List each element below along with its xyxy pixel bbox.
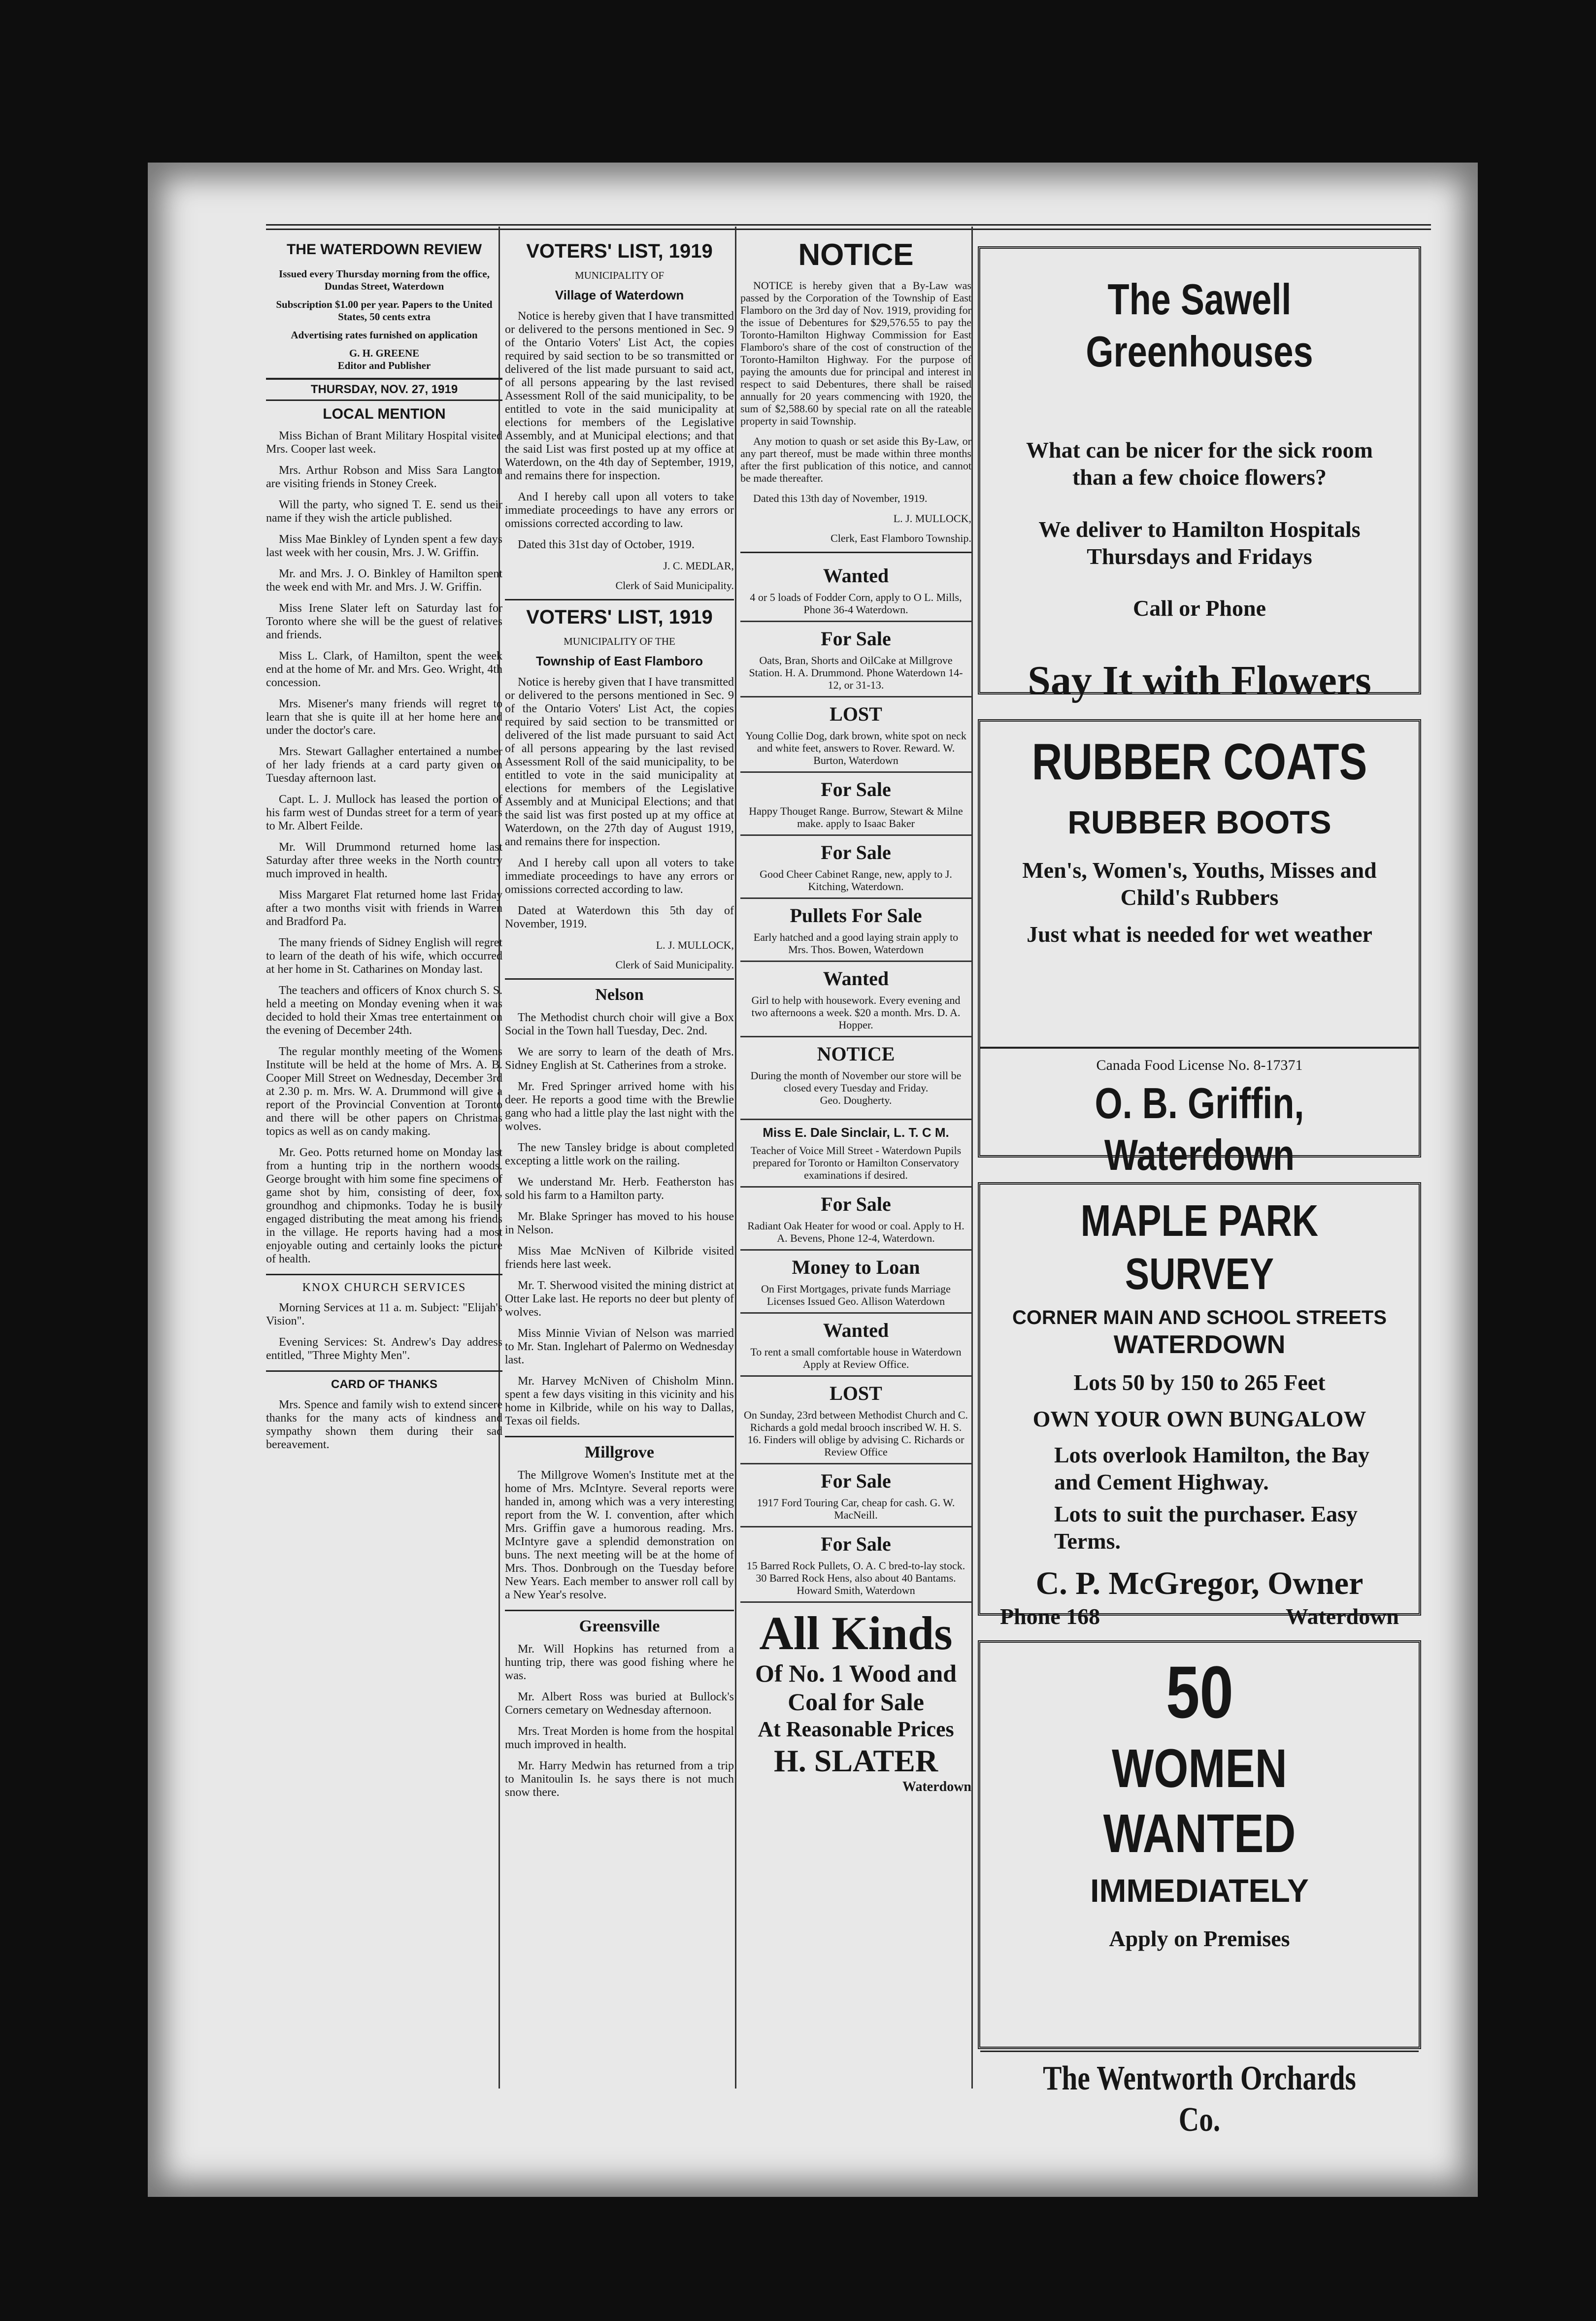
notice-signer-role: Clerk, East Flamboro Township.: [831, 532, 971, 544]
news-item: Miss Minnie Vivian of Nelson was married to Mr. Stan. Inglehart of Palermo on Wednesday last.: [505, 1327, 734, 1366]
ad-signature: Geo. Dougherty.: [820, 1094, 892, 1106]
news-item: The Millgrove Women's Institute met at the home of Mrs. McIntyre. Several reports were handed in, among which was a very interesting report from the W. I. convention, after which Mrs. Griffin gave a humorous reading. Mrs. McIntyre gave a splendid demonstration on buns. The next meeting will be at the home of Mrs. Thos. Donbrough on the Tuesday before New Years. Each member to answer roll call by a New Year's resolve.: [505, 1469, 734, 1601]
ad-text: Early hatched and a good laying strain apply to Mrs. Thos. Bowen, Waterdown: [753, 931, 959, 956]
ad-text: Good Cheer Cabinet Range, new, apply to J. Kitching, Waterdown.: [760, 868, 952, 893]
maple-line: Lots to suit the purchaser. Easy: [1054, 1501, 1358, 1527]
news-item: Mrs. Arthur Robson and Miss Sara Langton are visiting friends in Stoney Creek.: [266, 464, 502, 490]
slater-ad: [740, 1603, 971, 1795]
news-item: The many friends of Sidney English will regret to learn of the death of his wife, which occurred at her home in St. Catharines on Monday last.: [266, 936, 502, 976]
voters-sub: MUNICIPALITY OF THE: [564, 635, 675, 647]
masthead-subscription: Subscription $1.00 per year. Papers to the United States, 50 cents extra: [276, 298, 493, 323]
masthead-advertising: Advertising rates furnished on application: [291, 329, 478, 341]
ad-text: 1917 Ford Touring Car, cheap for cash. G. W. MacNeill.: [757, 1496, 955, 1521]
classified-ad: [740, 1188, 971, 1251]
slater-line: Coal for Sale: [788, 1688, 924, 1716]
maple-line: Lots 50 by 150 to 265 Feet: [1073, 1370, 1326, 1395]
ad-text: Girl to help with housework. Every evening and two afternoons a week. $20 a month. Mrs. D. A. Hopper.: [751, 994, 961, 1031]
notice-signer: L. J. MULLOCK,: [893, 512, 971, 525]
ad-heading: For Sale: [821, 778, 891, 800]
news-item: We are sorry to learn of the death of Mrs. Sidney English at St. Catherines from a stroke.: [505, 1046, 734, 1072]
ad-heading: Pullets For Sale: [790, 904, 922, 927]
women-title: WOMEN WANTED: [1103, 1738, 1296, 1864]
classified-ad: [740, 1527, 971, 1603]
ad-text: On First Mortgages, private funds Marriage Licenses Issued Geo. Allison Waterdown: [761, 1283, 951, 1307]
ad-text: 15 Barred Rock Pullets, O. A. C bred-to-lay stock. 30 Barred Rock Hens, also about 40 Bantams. Howard Smith, Waterdown: [746, 1559, 965, 1596]
ad-text: Oats, Bran, Shorts and OilCake at Millgrove Station. H. A. Drummond. Phone Waterdown 14-12, or 31-13.: [749, 654, 963, 691]
women-company: The Wentworth Orchards Co.: [1043, 2059, 1356, 2139]
divider: [740, 552, 971, 553]
ad-text: To rent a small comfortable house in Waterdown Apply at Review Office.: [750, 1346, 962, 1370]
rubber-coats-ad: [978, 719, 1421, 1180]
voters-text: And I hereby call upon all voters to take immediate proceedings to have any errors or omissions corrected according to law.: [505, 491, 734, 530]
greensville-heading: Greensville: [579, 1617, 660, 1635]
slater-line: Of No. 1 Wood and: [755, 1659, 957, 1687]
notice-text: NOTICE is hereby given that a By-Law was passed by the Corporation of the Township of East Flamboro on the 3rd day of Nov. 1919, providing for the issue of Debentures for $29,576.55 to pay the Toronto-Hamilton Highway Commission for East Flamboro's share of the cost of construction of the Toronto-Hamilton Highway. For the purpose of paying the amounts due for principal and interest in respect to said Debentures, there shall be raised annually for 20 years commencing with 1920, the sum of $2,588.60 by special rate on all the rateable property in said Township.: [740, 279, 971, 427]
divider: [266, 1274, 502, 1275]
rubber-line: Men's, Women's, Youths, Misses and: [1022, 857, 1377, 883]
thanks-text: Mrs. Spence and family wish to extend sincere thanks for the many acts of kindness and sympathy shown them during their sad bereavement.: [266, 1398, 502, 1451]
ad-heading: Wanted: [823, 1319, 889, 1341]
news-item: Mr. Will Hopkins has returned from a hunting trip, there was good fishing where he was.: [505, 1643, 734, 1682]
classified-ad: [740, 622, 971, 697]
food-license: Canada Food License No. 8-17371: [1096, 1057, 1303, 1073]
knox-text: Morning Services at 11 a. m. Subject: "Elijah's Vision".: [266, 1301, 502, 1327]
news-item: The teachers and officers of Knox church S. S. held a meeting on Monday evening when it was decided to hold their Xmas tree entertainment on the evening of December 24th.: [266, 984, 502, 1037]
local-mention-heading: LOCAL MENTION: [323, 406, 446, 422]
ad-heading: For Sale: [821, 1533, 891, 1555]
classified-ad: [740, 1037, 971, 1120]
women-wanted-ad: [978, 1640, 1421, 2139]
news-item: Miss Margaret Flat returned home last Friday after a two months visit with friends in Warren and Bradford Pa.: [266, 889, 502, 928]
news-item: Miss L. Clark, of Hamilton, spent the week end at the home of Mr. and Mrs. Geo. Wright, 4th concession.: [266, 650, 502, 689]
ad-text: On Sunday, 23rd between Methodist Church and C. Richards a gold medal brooch inscribed W. H. S. 16. Finders will oblige by advising C. Richards or Review Office: [743, 1409, 968, 1458]
classified-ad: [740, 1377, 971, 1464]
masthead-issued: Issued every Thursday morning from the office, Dundas Street, Waterdown: [279, 268, 490, 292]
news-item: Miss Bichan of Brant Military Hospital visited Mrs. Cooper last week.: [266, 430, 502, 456]
notice-heading: NOTICE: [798, 238, 914, 272]
news-item: Mr. Fred Springer arrived home with his deer. He reports a good time with the Brewlie gang who had a little play the last night with the wolves.: [505, 1080, 734, 1133]
classified-ad: [740, 899, 971, 962]
maple-town: Waterdown: [1286, 1603, 1399, 1629]
women-line: Apply on Premises: [1109, 1926, 1290, 1952]
maple-contact: [980, 1603, 1419, 1630]
classified-ad: [740, 1120, 971, 1188]
masthead-editor-role: Editor and Publisher: [337, 360, 431, 371]
classified-ad: [740, 1464, 971, 1527]
maple-line: Lots overlook Hamilton, the Bay: [1054, 1442, 1370, 1467]
column-classifieds: [736, 227, 975, 1795]
ad-heading: For Sale: [821, 1470, 891, 1492]
millgrove-heading: Millgrove: [585, 1443, 654, 1461]
news-item: The new Tansley bridge is about completed excepting a little work on the railing.: [505, 1141, 734, 1167]
news-item: Mr. T. Sherwood visited the mining district at Otter Lake last. He reports no deer but plenty of wolves.: [505, 1279, 734, 1319]
rubber-title: RUBBER COATS: [1031, 733, 1367, 791]
voters-place: Village of Waterdown: [555, 288, 684, 302]
classified-ad: [740, 836, 971, 899]
ad-heading: For Sale: [821, 1193, 891, 1215]
slater-line: At Reasonable Prices: [758, 1717, 954, 1741]
ad-text: Happy Thouget Range. Burrow, Stewart & Milne make. apply to Isaac Baker: [749, 805, 963, 829]
news-item: Mr. Albert Ross was buried at Bullock's Corners cemetary on Wednesday afternoon.: [505, 1691, 734, 1717]
voters-dated: Dated this 31st day of October, 1919.: [518, 538, 695, 551]
sawell-line: Call or Phone: [1132, 595, 1266, 621]
maple-park-ad: [978, 1182, 1421, 1629]
ad-heading: Wanted: [823, 564, 889, 587]
divider: [505, 978, 734, 980]
news-item: Mr. Blake Springer has moved to his house in Nelson.: [505, 1210, 734, 1236]
classified-ad: [740, 559, 971, 622]
rubber-line: Child's Rubbers: [1120, 885, 1279, 910]
classified-ad: [740, 962, 971, 1037]
news-item: Mrs. Misener's many friends will regret to learn that she is quite ill at her home here and under the doctor's care.: [266, 697, 502, 737]
women-sub: IMMEDIATELY: [1090, 1872, 1309, 1909]
voters-sub: MUNICIPALITY OF: [574, 269, 665, 281]
maple-title: MAPLE PARK SURVEY: [1080, 1196, 1319, 1299]
news-item: Mr. and Mrs. J. O. Binkley of Hamilton spent the week end with Mr. and Mrs. J. W. Griffin.: [266, 567, 502, 594]
news-item: Miss Mae McNiven of Kilbride visited friends here last week.: [505, 1245, 734, 1271]
voters-place: Township of East Flamboro: [536, 654, 703, 668]
voters-text: Notice is hereby given that I have transmitted or delivered to the persons mentioned in Sec. 9 of the Ontario Voters' List Act, the copies required by said section to be transmitted or delivered of the list made pursuant to said Act of all persons appearing by the last revised Assessment Roll of the said municipality, to be entitled to vote in the said municipality at elections for members of the Legislative Assembly and at Municipal Elections; and that the said list was first posted up at my office at Waterdown, on the 27th day of August 1919, and remains there for inspection.: [505, 676, 734, 848]
notice-dated: Dated this 13th day of November, 1919.: [753, 492, 928, 504]
news-item: Mrs. Treat Morden is home from the hospital much improved in health.: [505, 1725, 734, 1751]
sawell-line: We deliver to Hamilton Hospitals: [1038, 516, 1361, 542]
news-item: Mr. Geo. Potts returned home on Monday last from a hunting trip in the northern woods. George brought with him some fine specimens of game shot by him, consisting of deer, fox, groundhog and chipmonks. Today he is busily engaged distributing the meat among his friends in the village. He reports having had a most enjoyable outing and certainly looks the picture of health.: [266, 1146, 502, 1265]
news-item: Mr. Harry Medwin has returned from a trip to Manitoulin Is. he says there is not much snow there.: [505, 1759, 734, 1799]
slater-name: H. SLATER: [773, 1743, 938, 1778]
ad-heading: Money to Loan: [792, 1256, 920, 1278]
thanks-heading: CARD OF THANKS: [331, 1378, 437, 1391]
sawell-line: What can be nicer for the sick room: [1026, 437, 1373, 463]
maple-phone: Phone 168: [1000, 1603, 1100, 1629]
column-local: [266, 227, 507, 1459]
maple-line: WATERDOWN: [1113, 1330, 1286, 1359]
column-voters: [500, 227, 739, 1807]
classified-ad: [740, 697, 971, 773]
column-display-ads: [973, 236, 1433, 2139]
ad-heading: LOST: [830, 1382, 882, 1404]
divider: [505, 1610, 734, 1611]
knox-text: Evening Services: St. Andrew's Day address entitled, "Three Mighty Men".: [266, 1336, 502, 1362]
masthead-editor: G. H. GREENE: [349, 347, 420, 359]
ad-text: During the month of November our store will be closed every Tuesday and Friday.: [750, 1069, 962, 1094]
maple-owner: C. P. McGregor, Owner: [1035, 1565, 1363, 1601]
sawell-line: Thursdays and Fridays: [1087, 543, 1312, 569]
news-item: The Methodist church choir will give a Box Social in the Town hall Tuesday, Dec. 2nd.: [505, 1011, 734, 1037]
sawell-title: The Sawell Greenhouses: [1086, 275, 1313, 376]
slater-headline: All Kinds: [759, 1607, 953, 1659]
divider: [505, 1436, 734, 1437]
women-number: 50: [1165, 1651, 1233, 1733]
ad-heading: Miss E. Dale Sinclair, L. T. C M.: [763, 1125, 949, 1140]
divider: [505, 599, 734, 600]
voters-signer: L. J. MULLOCK,: [656, 939, 734, 951]
nelson-heading: Nelson: [595, 986, 644, 1004]
rubber-line: Just what is needed for wet weather: [1027, 922, 1372, 947]
news-item: We understand Mr. Herb. Featherston has sold his farm to a Hamilton party.: [505, 1176, 734, 1202]
voters-signer-role: Clerk of Said Municipality.: [615, 959, 734, 971]
news-item: The regular monthly meeting of the Womens Institute will be held at the home of Mrs. A. B. Cooper Mill Street on Wednesday, December 3rd at 2.30 p. m. Mrs. W. A. Drummond will give a report of the Provincial Convention at Toronto and there will be other papers on Christmas topics as well as on candy making.: [266, 1045, 502, 1138]
knox-heading: KNOX CHURCH SERVICES: [302, 1281, 466, 1294]
ad-heading: Wanted: [823, 967, 889, 990]
voters-text: Notice is hereby given that I have transmitted or delivered to the persons mentioned in Sec. 9 of the Ontario Voters' List Act, the copies required by said section to be so transmitted or delivered of the list made pursuant to said act, of all persons appearing by the last revised Assessment Roll of the said municipality, to be entitled to vote in the said municipality at elections for members of the Legislative Assembly, and at Municipal elections; and that the said List was first posted up at my office at Waterdown, on the 4th day of September, 1919, and remains there for inspection.: [505, 310, 734, 482]
notice-text: Any motion to quash or set aside this By-Law, or any part thereof, must be made within three months after the first publication of this notice, and cannot be made thereafter.: [740, 435, 971, 484]
ad-text: Young Collie Dog, dark brown, white spot on neck and white feet, answers to Rover. Reward. W. Burton, Waterdown: [745, 729, 966, 766]
voters-list-heading: VOTERS' LIST, 1919: [526, 240, 713, 262]
classified-ad: [740, 1251, 971, 1314]
sawell-slogan: Say It with Flowers: [1028, 658, 1371, 704]
ad-text: Teacher of Voice Mill Street - Waterdown Pupils prepared for Toronto or Hamilton Conservatory examinations if desired.: [750, 1144, 962, 1181]
ad-text: Radiant Oak Heater for wood or coal. Apply to H. A. Bevens, Phone 12-4, Waterdown.: [747, 1220, 964, 1244]
news-item: Will the party, who signed T. E. send us their name if they wish the article published.: [266, 498, 502, 525]
sawell-line: than a few choice flowers?: [1072, 464, 1327, 490]
ad-heading: LOST: [830, 703, 882, 725]
slater-town: Waterdown: [902, 1779, 971, 1794]
maple-line: and Cement Highway.: [1054, 1469, 1269, 1494]
news-item: Miss Mae Binkley of Lynden spent a few days last week with her cousin, Mrs. J. W. Griffin.: [266, 533, 502, 559]
ad-heading: For Sale: [821, 628, 891, 650]
issue-date: THURSDAY, NOV. 27, 1919: [266, 378, 502, 401]
voters-list-heading: VOTERS' LIST, 1919: [526, 606, 713, 628]
voters-signer: J. C. MEDLAR,: [663, 560, 734, 572]
news-item: Capt. L. J. Mullock has leased the portion of his farm west of Dundas street for a term of years to Mr. Albert Feilde.: [266, 793, 502, 832]
news-item: Mr. Harvey McNiven of Chisholm Minn. spent a few days visiting in this vicinity and his home in Kilbride, while on his way to Dallas, Texas oil fields.: [505, 1375, 734, 1427]
maple-line: CORNER MAIN AND SCHOOL STREETS: [1012, 1307, 1387, 1328]
classified-ad: [740, 773, 971, 836]
ad-heading: For Sale: [821, 841, 891, 863]
masthead-title: THE WATERDOWN REVIEW: [286, 241, 482, 258]
ad-heading: NOTICE: [817, 1043, 895, 1065]
maple-line: Terms.: [1054, 1528, 1121, 1554]
sawell-greenhouses-ad: [978, 246, 1421, 704]
voters-text: And I hereby call upon all voters to take immediate proceedings to have any errors or omissions corrected according to law.: [505, 857, 734, 896]
news-item: Mr. Will Drummond returned home last Saturday after three weeks in the North country much improved in health.: [266, 841, 502, 880]
voters-dated: Dated at Waterdown this 5th day of November, 1919.: [505, 904, 734, 930]
ad-text: 4 or 5 loads of Fodder Corn, apply to O L. Mills, Phone 36-4 Waterdown.: [750, 591, 962, 616]
classified-ad: [740, 1314, 971, 1377]
news-item: Miss Irene Slater left on Saturday last for Toronto where she will be the guest of relatives and friends.: [266, 602, 502, 641]
news-item: Mrs. Stewart Gallagher entertained a number of her lady friends at a card party given on Tuesday afternoon last.: [266, 745, 502, 785]
rubber-sub: RUBBER BOOTS: [1067, 803, 1331, 840]
divider: [266, 1370, 502, 1372]
maple-line: OWN YOUR OWN BUNGALOW: [1032, 1406, 1366, 1431]
griffin-store: O. B. Griffin, Waterdown: [1095, 1078, 1304, 1180]
voters-signer-role: Clerk of Said Municipality.: [615, 579, 734, 592]
